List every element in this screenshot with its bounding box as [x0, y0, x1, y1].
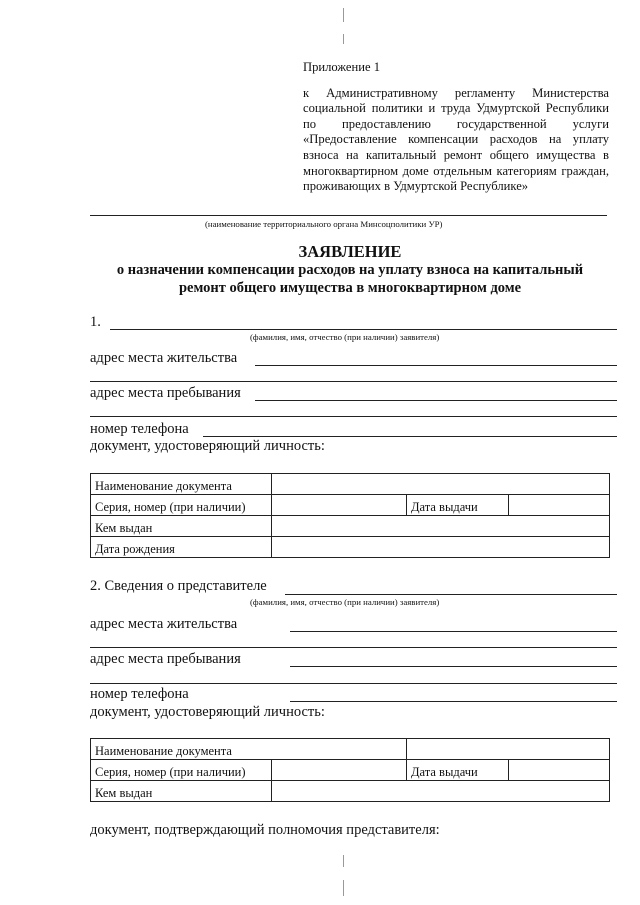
- representative-name-line[interactable]: [285, 594, 617, 595]
- representative-name-caption: (фамилия, имя, отчество (при наличии) заявителя): [250, 597, 440, 607]
- rep-doc-name-label: Наименование документа: [91, 739, 407, 760]
- residence-line-1[interactable]: [255, 365, 617, 366]
- rep-series-number-label: Серия, номер (при наличии): [91, 760, 272, 781]
- authority-doc-label: документ, подтверждающий полномочия представителя:: [90, 822, 440, 838]
- scan-mark: [343, 8, 344, 22]
- table-row: [91, 760, 610, 781]
- rep-stay-line-2[interactable]: [90, 683, 617, 684]
- issue-date-label: Дата выдачи: [407, 495, 509, 516]
- applicant-name-line[interactable]: [110, 329, 617, 330]
- issued-by-field[interactable]: [272, 516, 610, 537]
- rep-residence-line-1[interactable]: [290, 631, 617, 632]
- rep-series-number-field[interactable]: [272, 760, 407, 781]
- rep-stay-label: адрес места пребывания: [90, 651, 241, 667]
- rep-residence-label: адрес места жительства: [90, 616, 238, 632]
- rep-doc-name-field[interactable]: [407, 739, 610, 760]
- rep-residence-line-2[interactable]: [90, 647, 617, 648]
- rep-issue-date-label: Дата выдачи: [407, 760, 509, 781]
- series-number-field[interactable]: [272, 495, 407, 516]
- table-row: [91, 474, 610, 495]
- rep-id-document-table: [90, 738, 610, 802]
- page-subtitle-line1: о назначении компенсации расходов на уплату взноса на капитальный: [116, 262, 584, 278]
- stay-line-1[interactable]: [255, 400, 617, 401]
- rep-phone-label: номер телефона: [90, 686, 189, 702]
- scan-mark: [343, 855, 344, 867]
- phone-label: номер телефона: [90, 421, 189, 437]
- series-number-label: Серия, номер (при наличии): [91, 495, 272, 516]
- authority-caption: (наименование территориального органа Минсоцполитики УР): [205, 219, 443, 229]
- table-row: [91, 516, 610, 537]
- table-row: [91, 495, 610, 516]
- stay-label: адрес места пребывания: [90, 385, 241, 401]
- id-doc-label: документ, удостоверяющий личность:: [90, 438, 325, 454]
- appendix-text: к Административному регламенту Министерства социальной политики и труда Удмуртской Республики по предоставлению государственной услуги «Предоставление компенсации расходов на уплату взноса на капитальный ремонт общего имущества в многоквартирном доме отдельным категориям граждан, проживающих в Удмуртской Республике»: [303, 85, 609, 194]
- authority-line[interactable]: [90, 215, 607, 216]
- representative-label: 2. Сведения о представителе: [90, 578, 267, 594]
- applicant-name-caption: (фамилия, имя, отчество (при наличии) заявителя): [250, 332, 440, 342]
- appendix-title: Приложение 1: [303, 60, 381, 74]
- issued-by-label: Кем выдан: [91, 516, 272, 537]
- rep-phone-line[interactable]: [290, 701, 617, 702]
- issue-date-field[interactable]: [509, 495, 610, 516]
- page-title: ЗАЯВЛЕНИЕ: [298, 242, 402, 261]
- stay-line-2[interactable]: [90, 416, 617, 417]
- rep-issue-date-field[interactable]: [509, 760, 610, 781]
- rep-id-doc-label: документ, удостоверяющий личность:: [90, 704, 325, 720]
- doc-name-label: Наименование документа: [91, 474, 272, 495]
- phone-line[interactable]: [203, 436, 617, 437]
- section1-number: 1.: [90, 314, 101, 330]
- table-row: [91, 537, 610, 558]
- birth-date-label: Дата рождения: [91, 537, 272, 558]
- scan-mark: [343, 34, 344, 44]
- scan-mark: [343, 880, 344, 896]
- id-document-table: [90, 473, 610, 558]
- doc-name-field[interactable]: [272, 474, 610, 495]
- table-row: [91, 739, 610, 760]
- rep-stay-line-1[interactable]: [290, 666, 617, 667]
- residence-label: адрес места жительства: [90, 350, 238, 366]
- birth-date-field[interactable]: [272, 537, 610, 558]
- appendix-block: [303, 60, 609, 195]
- table-row: [91, 781, 610, 802]
- residence-line-2[interactable]: [90, 381, 617, 382]
- page-subtitle-line2: ремонт общего имущества в многоквартирном доме: [178, 280, 522, 296]
- rep-issued-by-field[interactable]: [272, 781, 610, 802]
- rep-issued-by-label: Кем выдан: [91, 781, 272, 802]
